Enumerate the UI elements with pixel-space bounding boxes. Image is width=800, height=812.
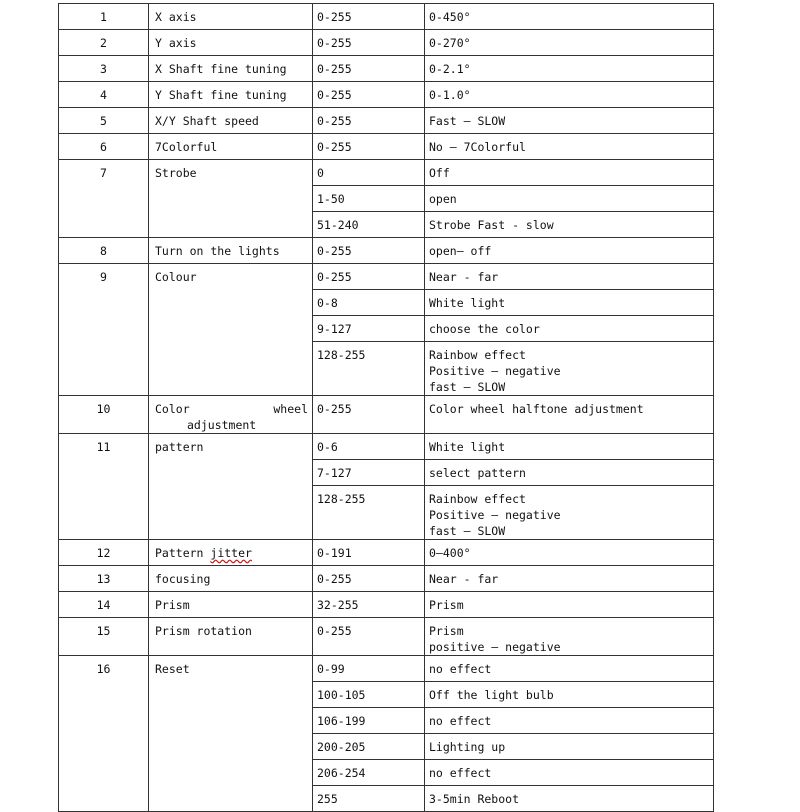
table-row <box>59 434 714 460</box>
channel-number: 16 <box>59 656 149 812</box>
dmx-channel-table <box>58 3 714 812</box>
dmx-value: 0-255 <box>313 396 425 434</box>
effect-description: White light <box>425 434 714 460</box>
table-row <box>59 134 714 160</box>
dmx-value: 0-255 <box>313 618 425 656</box>
channel-number: 14 <box>59 592 149 618</box>
table-row <box>59 108 714 134</box>
effect-description: 0-450° <box>425 4 714 30</box>
function-name: X axis <box>149 4 313 30</box>
effect-description: Prism <box>425 592 714 618</box>
table-row <box>59 30 714 56</box>
table-row <box>59 82 714 108</box>
channel-number: 4 <box>59 82 149 108</box>
effect-description: Near - far <box>425 566 714 592</box>
dmx-value: 0-6 <box>313 434 425 460</box>
dmx-value: 32-255 <box>313 592 425 618</box>
dmx-value: 206-254 <box>313 760 425 786</box>
function-name: Prism <box>149 592 313 618</box>
channel-number: 3 <box>59 56 149 82</box>
table-row <box>59 592 714 618</box>
function-name <box>149 396 313 434</box>
dmx-value: 0-255 <box>313 238 425 264</box>
dmx-value: 0-255 <box>313 56 425 82</box>
channel-number: 12 <box>59 540 149 566</box>
table-row <box>59 264 714 290</box>
table-row <box>59 618 714 656</box>
channel-number: 6 <box>59 134 149 160</box>
channel-number: 5 <box>59 108 149 134</box>
dmx-value: 0-255 <box>313 4 425 30</box>
effect-description: Near - far <box>425 264 714 290</box>
channel-number: 9 <box>59 264 149 396</box>
function-word: Pattern <box>155 546 211 560</box>
channel-number: 11 <box>59 434 149 540</box>
function-name: pattern <box>149 434 313 540</box>
effect-description: White light <box>425 290 714 316</box>
channel-number: 1 <box>59 4 149 30</box>
function-name: Turn on the lights <box>149 238 313 264</box>
effect-description: 0-2.1° <box>425 56 714 82</box>
dmx-value: 200-205 <box>313 734 425 760</box>
effect-description: Off the light bulb <box>425 682 714 708</box>
effect-description: Color wheel halftone adjustment <box>425 396 714 434</box>
function-word: Color <box>155 402 190 416</box>
function-name-line1 <box>155 401 308 417</box>
table-row <box>59 656 714 682</box>
function-name: focusing <box>149 566 313 592</box>
function-name: Colour <box>149 264 313 396</box>
dmx-value: 7-127 <box>313 460 425 486</box>
effect-description: Strobe Fast - slow <box>425 212 714 238</box>
dmx-value: 0-8 <box>313 290 425 316</box>
dmx-value: 51-240 <box>313 212 425 238</box>
function-name: X/Y Shaft speed <box>149 108 313 134</box>
effect-description: open— off <box>425 238 714 264</box>
effect-description: Off <box>425 160 714 186</box>
dmx-value: 0-255 <box>313 134 425 160</box>
effect-description: no effect <box>425 656 714 682</box>
channel-number: 15 <box>59 618 149 656</box>
table-row <box>59 566 714 592</box>
dmx-value: 9-127 <box>313 316 425 342</box>
effect-description: choose the color <box>425 316 714 342</box>
table-row <box>59 56 714 82</box>
dmx-value: 128-255 <box>313 342 425 396</box>
table-row <box>59 238 714 264</box>
function-name: Reset <box>149 656 313 812</box>
effect-description: 0-1.0° <box>425 82 714 108</box>
dmx-value: 0 <box>313 160 425 186</box>
function-name: Strobe <box>149 160 313 238</box>
channel-number: 10 <box>59 396 149 434</box>
effect-description: 0-270° <box>425 30 714 56</box>
effect-description: 3-5min Reboot <box>425 786 714 812</box>
function-name <box>149 540 313 566</box>
table-row <box>59 396 714 434</box>
function-word-spellcheck: jitter <box>210 546 252 560</box>
table-row <box>59 4 714 30</box>
channel-number: 2 <box>59 30 149 56</box>
effect-description: no effect <box>425 760 714 786</box>
channel-number: 7 <box>59 160 149 238</box>
function-word: wheel <box>273 402 308 416</box>
function-name: Prism rotation <box>149 618 313 656</box>
table-row <box>59 160 714 186</box>
effect-description: no effect <box>425 708 714 734</box>
function-name: 7Colorful <box>149 134 313 160</box>
effect-description: Prism positive — negative <box>425 618 714 656</box>
dmx-value: 106-199 <box>313 708 425 734</box>
dmx-value: 128-255 <box>313 486 425 540</box>
dmx-value: 0-99 <box>313 656 425 682</box>
function-name: X Shaft fine tuning <box>149 56 313 82</box>
effect-description: Fast — SLOW <box>425 108 714 134</box>
function-name: Y axis <box>149 30 313 56</box>
dmx-value: 0-255 <box>313 30 425 56</box>
dmx-value: 255 <box>313 786 425 812</box>
channel-number: 13 <box>59 566 149 592</box>
table-row <box>59 540 714 566</box>
effect-description: 0—400° <box>425 540 714 566</box>
table-body <box>59 4 714 812</box>
effect-description: Rainbow effect Positive — negative fast — SLOW <box>425 486 714 540</box>
effect-description: Lighting up <box>425 734 714 760</box>
effect-description: open <box>425 186 714 212</box>
function-name-line2: adjustment <box>187 418 257 432</box>
dmx-value: 100-105 <box>313 682 425 708</box>
dmx-value: 0-255 <box>313 566 425 592</box>
function-name: Y Shaft fine tuning <box>149 82 313 108</box>
effect-description: select pattern <box>425 460 714 486</box>
dmx-value: 0-255 <box>313 82 425 108</box>
dmx-value: 0-191 <box>313 540 425 566</box>
effect-description: Rainbow effect Positive — negative fast — SLOW <box>425 342 714 396</box>
dmx-value: 0-255 <box>313 108 425 134</box>
effect-description: No — 7Colorful <box>425 134 714 160</box>
dmx-value: 1-50 <box>313 186 425 212</box>
dmx-value: 0-255 <box>313 264 425 290</box>
channel-number: 8 <box>59 238 149 264</box>
